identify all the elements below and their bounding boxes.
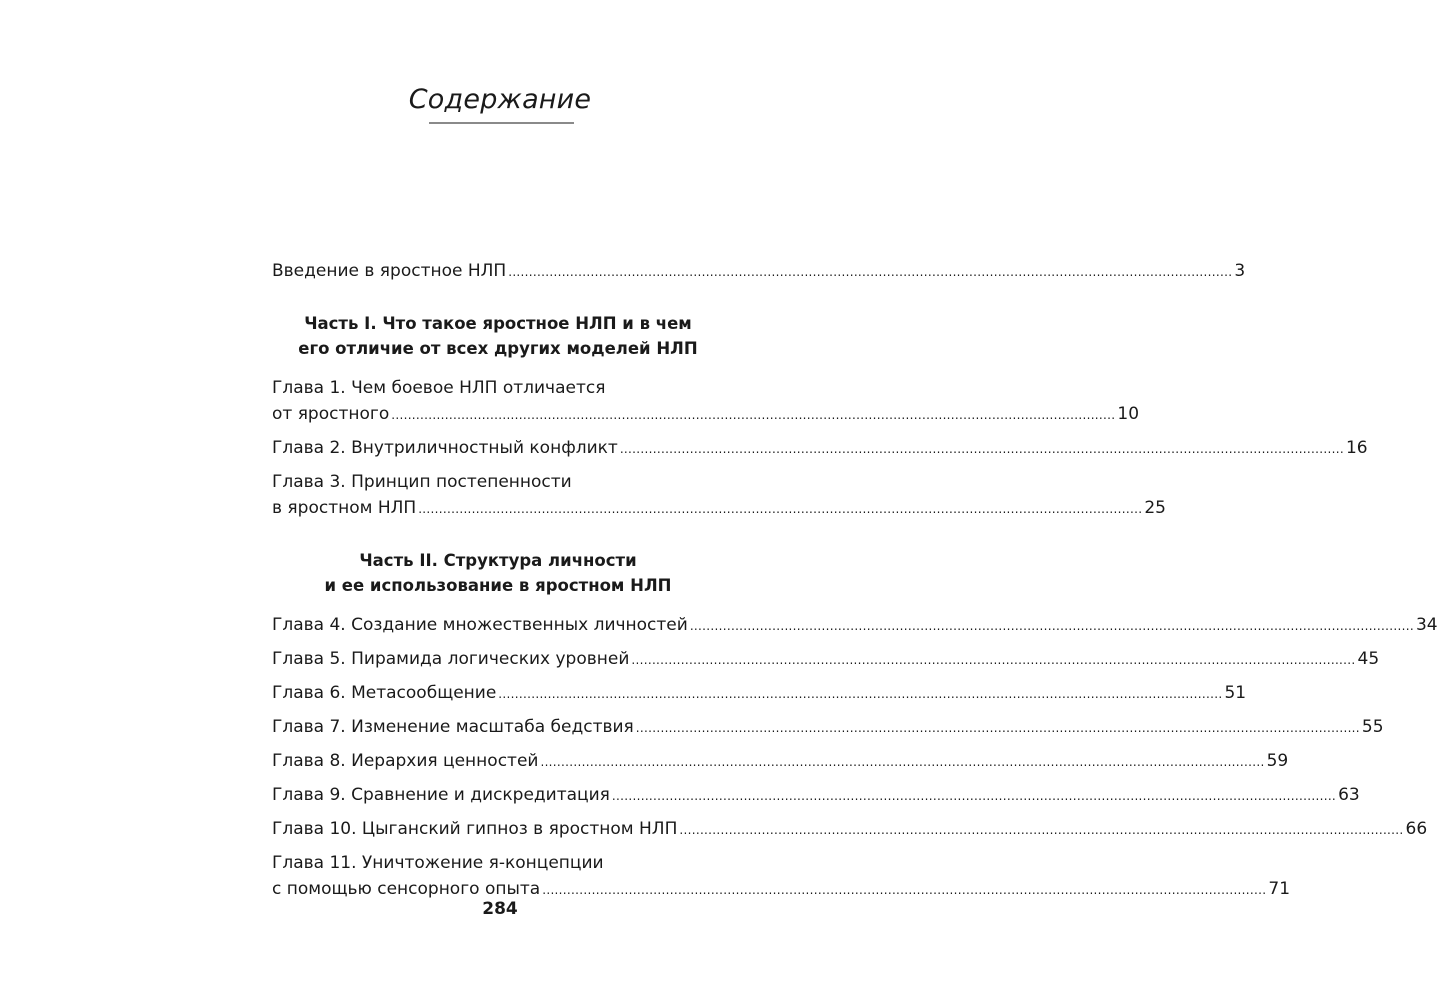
toc-entry-chapter-5[interactable] [272, 646, 1380, 673]
dot-leader: ................................................................................................................................................................................ [619, 442, 1344, 456]
page-number: 284 [482, 899, 518, 919]
toc-entry-title: Глава 5. Пирамида логических уровней [272, 649, 630, 669]
toc-entry-title: Глава 8. Иерархия ценностей [272, 751, 539, 771]
toc-entry-chapter-8[interactable] [272, 748, 1289, 775]
toc-entry-title: Глава 2. Внутриличностный конфликт [272, 438, 618, 458]
dot-leader: ................................................................................................................................................................................ [542, 883, 1267, 897]
dot-leader: ................................................................................................................................................................................ [391, 408, 1116, 422]
toc-entry-page: 10 [1117, 404, 1140, 424]
toc-entry-title: в яростном НЛП [272, 498, 417, 518]
part-1-heading-line2: его отличие от всех других моделей НЛП [298, 339, 698, 358]
part-1-heading-line1: Часть I. Что такое яростное НЛП и в чем [304, 314, 692, 333]
toc-entry-page: 34 [1415, 615, 1438, 635]
toc-entry-title: Глава 6. Метасообщение [272, 683, 497, 703]
toc-entry-title: от яростного [272, 404, 390, 424]
dot-leader: ................................................................................................................................................................................ [418, 502, 1143, 516]
toc-entry-page: 63 [1338, 785, 1360, 805]
toc-entry-title: Глава 10. Цыганский гипноз в яростном НЛП [272, 819, 678, 839]
toc-entry-title: Глава 4. Создание множественных личностей [272, 615, 688, 635]
toc-entry-title: Глава 9. Сравнение и дискредитация [272, 785, 610, 805]
table-of-contents [272, 258, 1438, 903]
toc-entry-chapter-3[interactable] [272, 469, 1166, 522]
dot-leader: ................................................................................................................................................................................ [611, 789, 1337, 803]
dot-leader: ................................................................................................................................................................................ [689, 619, 1414, 633]
toc-entry-page: 25 [1144, 498, 1166, 518]
toc-entry-page: 59 [1266, 751, 1289, 771]
part-2-heading-line1: Часть II. Структура личности [359, 551, 637, 570]
toc-entry-page: 55 [1361, 717, 1384, 737]
dot-leader: ................................................................................................................................................................................ [635, 721, 1360, 735]
toc-entry-title-line1: Глава 1. Чем боевое НЛП отличается [272, 378, 606, 398]
toc-entry-page: 66 [1405, 819, 1428, 839]
toc-entry-page: 3 [1234, 261, 1246, 281]
toc-entry-page: 16 [1345, 438, 1368, 458]
toc-entry-chapter-9[interactable] [272, 782, 1360, 809]
title-underline [429, 122, 574, 124]
toc-entry-chapter-2[interactable] [272, 435, 1368, 462]
page-title: Содержание [408, 84, 592, 115]
dot-leader: ................................................................................................................................................................................ [631, 653, 1356, 667]
toc-entry-chapter-7[interactable] [272, 714, 1384, 741]
toc-entry-title: Введение в яростное НЛП [272, 261, 507, 281]
toc-entry-title: с помощью сенсорного опыта [272, 879, 541, 899]
part-1-heading [272, 311, 724, 361]
part-2-heading-line2: и ее использование в яростном НЛП [324, 576, 672, 595]
toc-entry-chapter-10[interactable] [272, 816, 1428, 843]
toc-entry-page: 51 [1224, 683, 1247, 703]
part-2-heading [272, 548, 724, 598]
dot-leader: ................................................................................................................................................................................ [679, 823, 1404, 837]
toc-entry-intro[interactable] [272, 258, 1246, 285]
dot-leader: ................................................................................................................................................................................ [540, 755, 1265, 769]
toc-entry-chapter-11[interactable] [272, 850, 1291, 903]
toc-entry-page: 45 [1357, 649, 1380, 669]
toc-entry-title-line1: Глава 11. Уничтожение я-концепции [272, 853, 604, 873]
toc-entry-title: Глава 7. Изменение масштаба бедствия [272, 717, 634, 737]
dot-leader: ................................................................................................................................................................................ [498, 687, 1223, 701]
toc-entry-title-line1: Глава 3. Принцип постепенности [272, 472, 572, 492]
dot-leader: ................................................................................................................................................................................ [508, 265, 1233, 279]
toc-entry-chapter-1[interactable] [272, 375, 1140, 428]
toc-entry-page: 71 [1268, 879, 1291, 899]
toc-entry-chapter-6[interactable] [272, 680, 1247, 707]
toc-entry-chapter-4[interactable] [272, 612, 1438, 639]
